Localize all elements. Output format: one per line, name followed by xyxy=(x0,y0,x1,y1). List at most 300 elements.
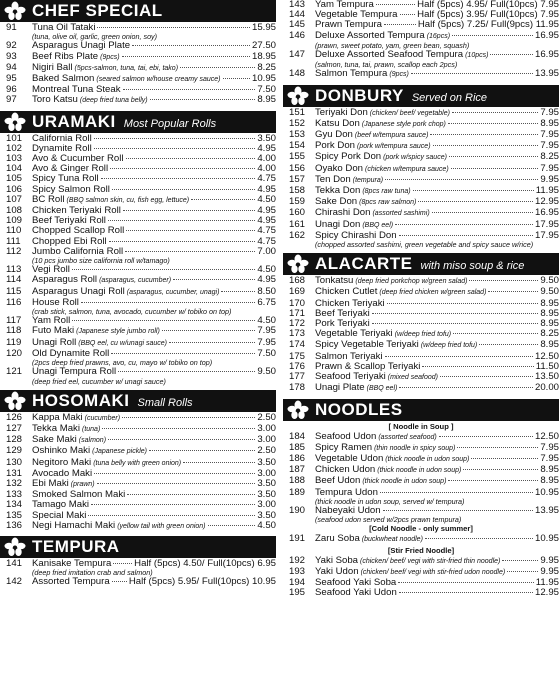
item-number: 143 xyxy=(289,0,306,10)
item-name: Nigiri Ball xyxy=(32,61,73,73)
section-header-donbury xyxy=(283,85,559,107)
section-subtitle: Served on Rice xyxy=(411,91,488,104)
item-description: (tuna, olive oil, garlic, green onion, soy) xyxy=(32,32,158,42)
menu-item xyxy=(283,534,559,545)
item-note: (pork w/spicy sauce) xyxy=(383,154,447,162)
menu-item xyxy=(283,152,559,163)
item-number: 189 xyxy=(289,486,306,498)
item-name: Oshinko Maki xyxy=(32,445,91,457)
item-price: Half (5pcs) 5.95/ Full(10pcs) 10.95 xyxy=(128,576,276,588)
section-header-uramaki xyxy=(0,111,276,133)
item-name: Unagi Plate xyxy=(315,382,365,394)
item-number: 108 xyxy=(6,205,23,217)
section-title: ALACARTE with miso soup & rice xyxy=(315,254,525,274)
item-name: Old Dynamite Roll xyxy=(32,347,110,359)
item-name: Jumbo California Roll xyxy=(32,245,124,257)
item-name: Avocado Maki xyxy=(32,467,93,479)
item-price: 4.95 xyxy=(257,205,276,217)
item-number: 113 xyxy=(6,264,22,276)
item-price: 8.95 xyxy=(540,475,559,487)
item-name: Seafood Teriyaki xyxy=(315,371,386,383)
dot-leader xyxy=(112,189,255,190)
item-number: 119 xyxy=(6,336,22,348)
item-number: 191 xyxy=(289,533,306,545)
item-name: Chicken Udon xyxy=(315,464,376,476)
item-price: 9.95 xyxy=(540,173,559,185)
item-number: 173 xyxy=(289,328,306,340)
item-description: (deep fried eel, cucumber w/ unagi sauce) xyxy=(32,376,166,386)
item-price: 8.95 xyxy=(540,464,559,476)
item-price: 4.50 xyxy=(257,519,276,531)
dot-leader xyxy=(81,302,255,303)
item-number: 156 xyxy=(289,162,306,174)
item-price: 4.75 xyxy=(257,235,276,247)
item-name: Chicken Cutlet xyxy=(315,286,378,298)
item-name: Spicy Pork Don xyxy=(315,151,382,163)
dot-leader xyxy=(94,148,256,149)
item-note: (seared salmon w/house creamy sauce) xyxy=(96,76,221,84)
item-number: 174 xyxy=(289,339,306,351)
dot-leader xyxy=(380,492,533,493)
item-note: (deep fried porkchop w/green salad) xyxy=(355,278,468,286)
item-name: Assorted Tempura xyxy=(32,576,110,588)
dot-leader xyxy=(399,592,533,593)
item-price: 9.95 xyxy=(540,554,559,566)
item-price: 9.95 xyxy=(540,565,559,577)
dot-leader xyxy=(448,123,538,124)
item-price: 8.25 xyxy=(540,151,559,163)
dot-leader xyxy=(411,73,533,74)
section-header-hosomaki xyxy=(0,390,276,412)
item-number: 170 xyxy=(289,297,306,309)
dot-leader xyxy=(150,99,256,100)
dot-leader xyxy=(463,469,538,470)
item-name: Tekka Don xyxy=(315,185,361,197)
dot-leader xyxy=(384,24,416,25)
item-number: 114 xyxy=(6,274,22,286)
item-number: 96 xyxy=(6,84,17,96)
item-number: 162 xyxy=(289,229,306,241)
section-title: CHEF SPECIAL xyxy=(32,1,163,20)
item-name: Chopped Ebi Roll xyxy=(32,235,107,247)
item-number: 159 xyxy=(289,196,306,208)
item-name: Spicy Salmon Roll xyxy=(32,183,110,195)
item-name: Yam Tempura xyxy=(315,0,374,10)
dot-leader xyxy=(507,571,538,572)
item-number: 130 xyxy=(6,456,23,468)
item-number: 97 xyxy=(6,94,17,106)
item-number: 105 xyxy=(6,173,23,185)
item-name: Unagi Tempura Roll xyxy=(32,366,117,378)
menu-item xyxy=(283,588,559,598)
item-name: Toro Katsu xyxy=(32,94,78,106)
stir-fried-label: [Stir Fried Noodle] xyxy=(387,545,455,555)
item-price: 7.00 xyxy=(257,245,276,257)
item-name: Vegetable Udon xyxy=(315,452,384,464)
item-note: (BBQ eel) xyxy=(366,385,398,393)
item-name: Montreal Tuna Steak xyxy=(32,84,121,96)
item-number: 117 xyxy=(6,315,22,327)
dot-leader xyxy=(433,145,539,146)
item-note: (asparagus, cucumber, unagi) xyxy=(126,288,220,296)
item-price: 3.00 xyxy=(257,422,276,434)
dot-leader xyxy=(387,303,539,304)
dot-leader xyxy=(94,138,256,139)
menu-item xyxy=(0,577,276,587)
item-number: 148 xyxy=(289,68,306,80)
dot-leader xyxy=(440,376,533,377)
item-description: (chopped assorted sashimi, green vegetable and spicy sauce w/rice) xyxy=(315,240,534,250)
item-price: 4.95 xyxy=(257,215,276,227)
item-name: California Roll xyxy=(32,132,92,144)
item-price: 3.00 xyxy=(257,434,276,446)
item-note: (9pcs) xyxy=(389,71,409,79)
menu-item xyxy=(283,383,559,394)
item-price: 8.95 xyxy=(540,117,559,129)
item-price: 7.95 xyxy=(540,140,559,152)
item-note: (deep fried chicken w/green salad) xyxy=(379,289,487,297)
item-price: 7.50 xyxy=(257,84,276,96)
item-note: (cucumber) xyxy=(84,414,121,422)
menu-item xyxy=(0,275,276,286)
item-name: Yaki Udon xyxy=(315,565,359,577)
item-number: 155 xyxy=(289,151,306,163)
item-price: 16.95 xyxy=(534,29,559,41)
section-title: DONBURY Served on Rice xyxy=(315,85,488,105)
dot-leader xyxy=(123,89,256,90)
dot-leader xyxy=(488,291,538,292)
item-name: Ebi Maki xyxy=(32,477,69,489)
item-price: Half (5pcs) 3.95/ Full(10pcs) 7.95 xyxy=(417,9,559,21)
item-name: Vegetable Tempura xyxy=(315,9,398,21)
item-price: 4.50 xyxy=(257,193,276,205)
item-number: 133 xyxy=(6,489,23,501)
menu-item xyxy=(283,208,559,219)
item-name: Seafood Yaki Udon xyxy=(315,587,397,599)
item-price: 7.95 xyxy=(540,452,559,464)
item-number: 127 xyxy=(6,422,23,434)
item-price: 4.50 xyxy=(257,315,276,327)
dot-leader xyxy=(97,483,256,484)
dot-leader xyxy=(425,538,533,539)
dot-leader xyxy=(471,458,538,459)
item-price: 4.75 xyxy=(257,173,276,185)
dot-leader xyxy=(123,210,255,211)
item-note: (asparagus, cucumber) xyxy=(99,277,172,285)
dot-leader xyxy=(372,323,539,324)
item-price: 8.25 xyxy=(257,61,276,73)
item-number: 195 xyxy=(289,587,306,599)
item-name: Pork Teriyaki xyxy=(315,318,370,330)
item-note: (beef w/tempura sauce) xyxy=(354,132,429,140)
item-note: (5pcs-salmon, tuna, tai, ebi, tako) xyxy=(74,64,179,72)
item-note: (tempura) xyxy=(352,176,384,184)
item-price: 9.50 xyxy=(540,275,559,287)
dot-leader xyxy=(149,450,255,451)
item-price: 4.95 xyxy=(257,274,276,286)
item-price: 8.95 xyxy=(540,307,559,319)
menu-item xyxy=(0,95,276,106)
item-price: 3.50 xyxy=(257,509,276,521)
menu-item xyxy=(0,367,276,377)
item-price: 11.95 xyxy=(535,576,559,588)
item-price: 12.95 xyxy=(534,196,559,208)
item-name: Beef Teriyaki Roll xyxy=(32,215,106,227)
item-number: 169 xyxy=(289,286,306,298)
item-number: 141 xyxy=(6,557,23,569)
section-subtitle: with miso soup & rice xyxy=(420,260,525,273)
item-number: 131 xyxy=(6,467,23,479)
section-subtitle: Most Popular Rolls xyxy=(123,117,217,130)
dot-leader xyxy=(400,14,416,15)
item-description: (prawn, sweet potato, yam, green bean, squash) xyxy=(315,40,470,50)
item-price: 3.50 xyxy=(257,456,276,468)
item-name: Spicy Chirashi Don xyxy=(315,229,397,241)
hibiscus-flower-icon xyxy=(4,391,26,411)
dot-leader xyxy=(452,112,538,113)
item-name: Asparagus Unagi Roll xyxy=(32,285,125,297)
item-name: Teriyaki Don xyxy=(315,106,368,118)
hibiscus-flower-icon xyxy=(4,112,26,132)
dot-leader xyxy=(208,525,256,526)
dot-leader xyxy=(439,436,533,437)
dot-leader xyxy=(413,190,534,191)
item-number: 188 xyxy=(289,475,306,487)
item-name: Vegi Roll xyxy=(32,264,70,276)
item-price: 3.00 xyxy=(257,499,276,511)
dot-leader xyxy=(108,439,255,440)
item-note: (BBQ salmon skin, cu, fish egg, lettuce) xyxy=(66,196,190,204)
item-price: 8.95 xyxy=(257,94,276,106)
item-name: Prawn Tempura xyxy=(315,19,383,31)
dot-leader xyxy=(395,224,533,225)
item-note: (Japanese style pork chop) xyxy=(361,120,446,128)
item-name: Deluxe Assorted Seafood Tempura xyxy=(315,49,464,61)
item-number: 120 xyxy=(6,347,23,359)
item-number: 93 xyxy=(6,50,17,62)
item-name: Negitoro Maki xyxy=(32,456,92,468)
item-name: Special Maki xyxy=(32,509,87,521)
dot-leader xyxy=(97,27,250,28)
item-description: (thick noodle in udon soup, served w/ tempura) xyxy=(315,496,465,506)
dot-leader xyxy=(422,366,533,367)
dot-leader xyxy=(385,356,533,357)
item-note: (Japanese pickle) xyxy=(92,448,147,456)
item-price: Half (5pcs) 4.95/ Full(10pcs) 7.95 xyxy=(417,0,559,10)
item-number: 104 xyxy=(6,163,23,175)
item-price: 27.50 xyxy=(251,40,276,52)
dot-leader xyxy=(191,199,255,200)
item-note: (mixed seafood) xyxy=(387,374,438,382)
section-header-tempura_left xyxy=(0,536,276,558)
item-note: (10pcs) xyxy=(465,52,489,60)
dot-leader xyxy=(169,342,255,343)
item-number: 121 xyxy=(6,366,23,378)
item-name: Negi Hamachi Maki xyxy=(32,519,116,531)
item-name: Chirashi Don xyxy=(315,207,371,219)
item-name: Yaki Soba xyxy=(315,554,359,566)
item-number: 168 xyxy=(289,275,306,287)
menu-item xyxy=(283,287,559,298)
section-title: URAMAKI Most Popular Rolls xyxy=(32,111,217,131)
item-number: 194 xyxy=(289,576,306,588)
dot-leader xyxy=(101,178,256,179)
dot-leader xyxy=(372,313,539,314)
dot-leader xyxy=(91,504,255,505)
item-note: (8pcs raw salmon) xyxy=(359,199,417,207)
item-name: Dynamite Roll xyxy=(32,142,92,154)
item-price: 12.95 xyxy=(534,587,559,599)
item-note: (Japanese style jumbo roll) xyxy=(76,328,160,336)
item-note: (w/deep fried tofu) xyxy=(420,342,478,350)
menu-item xyxy=(0,521,276,532)
section-header-noodles xyxy=(283,399,559,421)
item-number: 144 xyxy=(289,9,306,21)
item-name: Avo & Cucumber Roll xyxy=(32,153,124,165)
item-description: (crab stick, salmon, tuna, avocado, cucumber w/ tobiko on top) xyxy=(32,307,232,317)
item-number: 178 xyxy=(289,382,306,394)
item-price: 9.50 xyxy=(540,286,559,298)
menu-item xyxy=(283,69,559,80)
item-note: (tuna belly with green onion) xyxy=(93,459,182,467)
item-note: (8pcs raw tuna) xyxy=(362,188,411,196)
dot-leader xyxy=(72,269,255,270)
item-name: Baked Salmon xyxy=(32,73,95,85)
item-name: Gyu Don xyxy=(315,129,353,141)
dot-leader xyxy=(173,279,255,280)
dot-leader xyxy=(72,320,255,321)
dot-leader xyxy=(398,582,533,583)
menu-item xyxy=(283,340,559,351)
item-number: 136 xyxy=(6,519,23,531)
item-name: Avo & Ginger Roll xyxy=(32,163,109,175)
item-price: 2.50 xyxy=(257,445,276,457)
item-number: 157 xyxy=(289,173,306,185)
dot-leader xyxy=(118,371,255,372)
item-note: (chicken/ beef/ vegi with stir-fried thin noodle) xyxy=(360,557,501,565)
item-price: 7.95 xyxy=(257,325,276,337)
dot-leader xyxy=(490,54,533,55)
item-number: 185 xyxy=(289,441,306,453)
item-number: 172 xyxy=(289,318,306,330)
hibiscus-flower-icon xyxy=(4,1,26,21)
item-name: Tuna Oil Tataki xyxy=(32,22,96,33)
dot-leader xyxy=(383,510,533,511)
item-price: 7.95 xyxy=(540,441,559,453)
dot-leader xyxy=(479,344,538,345)
item-note: (9pcs) xyxy=(100,53,120,61)
item-number: 184 xyxy=(289,430,306,442)
item-name: Beef Ribs Plate xyxy=(32,50,99,62)
item-price: 4.00 xyxy=(257,153,276,165)
item-note: (BBQ eel, cu w/unagi sauce) xyxy=(78,339,167,347)
item-number: 187 xyxy=(289,464,306,476)
dot-leader xyxy=(453,333,538,334)
item-price: 10.95 xyxy=(534,533,559,545)
menu-item xyxy=(0,326,276,337)
item-number: 132 xyxy=(6,477,23,489)
item-note: (chicken/ beef/ vegetable) xyxy=(369,109,450,117)
item-name: Chicken Teriyaki Roll xyxy=(32,205,121,217)
item-price: 8.95 xyxy=(540,318,559,330)
dot-leader xyxy=(223,78,250,79)
item-number: 190 xyxy=(289,504,306,516)
dot-leader xyxy=(126,230,255,231)
item-name: Tempura Udon xyxy=(315,486,378,498)
item-price: 17.95 xyxy=(534,218,559,230)
item-price: 4.95 xyxy=(257,183,276,195)
item-price: 7.95 xyxy=(540,106,559,118)
dot-leader xyxy=(110,168,255,169)
item-number: 154 xyxy=(289,140,306,152)
dot-leader xyxy=(376,4,415,5)
item-number: 91 xyxy=(6,22,17,33)
item-number: 95 xyxy=(6,73,17,85)
item-price: 18.95 xyxy=(251,50,276,62)
item-price: Half (5pcs) 4.50/ Full(10pcs) 6.95 xyxy=(134,557,276,569)
item-name: Spicy Ramen xyxy=(315,441,373,453)
item-name: Prawn & Scallop Teriyaki xyxy=(315,360,421,372)
item-name: Sake Don xyxy=(315,196,358,208)
dot-leader xyxy=(109,241,256,242)
dot-leader xyxy=(132,45,250,46)
dot-leader xyxy=(126,158,256,159)
item-name: Salmon Tempura xyxy=(315,68,388,80)
item-name: Futo Maki xyxy=(32,325,75,337)
item-number: 106 xyxy=(6,183,23,195)
item-description: (2pcs deep fried prawns, avo, cu, mayo w/ tobiko on top) xyxy=(32,358,213,368)
dot-leader xyxy=(125,251,255,252)
dot-leader xyxy=(112,581,127,582)
section-title: TEMPURA xyxy=(32,536,120,556)
item-note: (thick noodle in udon soup) xyxy=(385,455,470,463)
item-price: 3.50 xyxy=(257,489,276,501)
section-title: NOODLES xyxy=(315,399,403,419)
item-number: 171 xyxy=(289,307,306,319)
dot-leader xyxy=(418,201,533,202)
hibiscus-flower-icon xyxy=(287,254,309,274)
item-number: 176 xyxy=(289,360,306,372)
item-number: 146 xyxy=(289,29,306,41)
item-price: Half (5pcs) 7.25/ Full(9pcs) 11.95 xyxy=(417,19,559,31)
item-description: (10 pcs jumbo size california roll w/tamago) xyxy=(32,256,170,266)
item-description: (deep fried imitation crab and salmon) xyxy=(32,568,153,578)
item-price: 11.50 xyxy=(535,360,559,372)
item-price: 16.95 xyxy=(534,49,559,61)
item-number: 158 xyxy=(289,185,306,197)
item-name: Katsu Don xyxy=(315,117,360,129)
dot-leader xyxy=(457,447,538,448)
item-number: 101 xyxy=(6,132,23,144)
hibiscus-flower-icon xyxy=(287,86,309,106)
item-number: 145 xyxy=(289,19,306,31)
left-column xyxy=(0,0,276,588)
item-name: Chopped Scallop Roll xyxy=(32,225,125,237)
item-number: 94 xyxy=(6,61,17,73)
dot-leader xyxy=(449,156,538,157)
dot-leader xyxy=(469,280,538,281)
dot-leader xyxy=(94,473,255,474)
section-header-alacarte xyxy=(283,253,559,275)
dot-leader xyxy=(502,560,538,561)
dot-leader xyxy=(108,220,255,221)
item-number: 118 xyxy=(6,325,22,337)
item-price: 12.50 xyxy=(534,350,559,362)
item-note: (w/deep fried tofu) xyxy=(394,331,452,339)
item-price: 16.95 xyxy=(534,207,559,219)
dot-leader xyxy=(127,494,255,495)
item-price: 8.50 xyxy=(257,285,276,297)
